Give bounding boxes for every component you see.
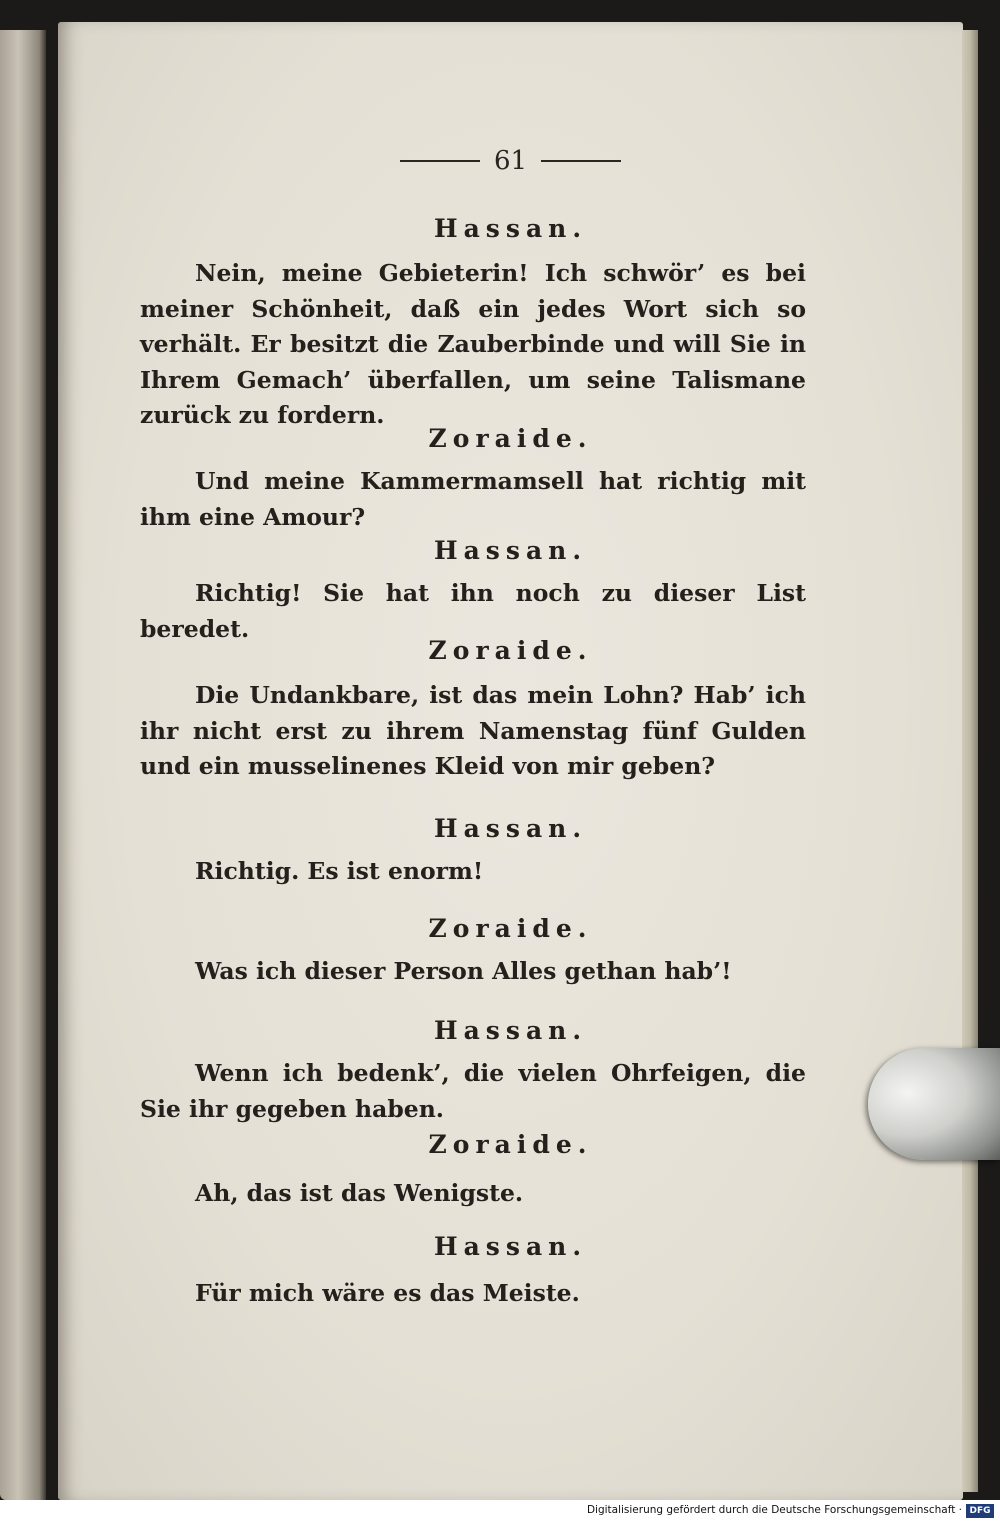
dialogue-text: Nein, meine Gebieterin! Ich schwör’ es bei meiner Schönheit, daß ein jedes Wort sich so verhält. Er besitzt die Zauberbinde und will Sie in Ihrem Gemach’ überfallen, um seine Talismane zurück zu fordern.: [140, 259, 806, 429]
speaker-name: Hassan.: [433, 1232, 588, 1261]
header-rule-right: [541, 160, 621, 162]
header-rule-left: [400, 160, 480, 162]
dialogue-text: Die Undankbare, ist das mein Lohn? Hab’ ich ihr nicht erst zu ihrem Namenstag fünf Gulden und ein musselinenes Kleid von mir geben?: [140, 681, 806, 780]
speaker-name: Zoraide.: [428, 636, 593, 665]
dialogue-block: [140, 256, 806, 434]
dialogue-block: [140, 464, 806, 535]
dialogue-text: Richtig! Sie hat ihn noch zu dieser List beredet.: [140, 579, 806, 643]
speaker-name: Zoraide.: [428, 914, 593, 943]
speaker-name: Hassan.: [433, 1016, 588, 1045]
dialogue-block: [140, 1056, 806, 1127]
dialogue-block: [140, 678, 806, 785]
digitization-footer: [0, 1500, 1000, 1523]
speaker-name: Hassan.: [433, 536, 588, 565]
dialogue-block: [140, 1276, 806, 1312]
dialogue-text: Was ich dieser Person Alles gethan hab’!: [195, 957, 732, 985]
speaker-name: Hassan.: [433, 214, 588, 243]
dialogue-text: Für mich wäre es das Meiste.: [195, 1279, 580, 1307]
dialogue-block: [140, 854, 806, 890]
dialogue-text: Wenn ich bedenk’, die vielen Ohrfeigen, die Sie ihr gegeben haben.: [140, 1059, 806, 1123]
facing-page-edge: [0, 30, 46, 1500]
dfg-logo-icon: DFG: [966, 1504, 994, 1518]
page-stack-edge: [962, 30, 978, 1492]
page-number: 61: [493, 146, 528, 176]
footer-credit: Digitalisierung gefördert durch die Deutsche Forschungsgemeinschaft ·: [586, 1504, 962, 1516]
page-clip: [868, 1048, 1000, 1160]
dialogue-text: Und meine Kammermamsell hat richtig mit ihm eine Amour?: [140, 467, 806, 531]
page-header: [58, 146, 963, 176]
dialogue-block: [140, 1176, 806, 1212]
speaker-name: Zoraide.: [428, 1130, 593, 1159]
dialogue-block: [140, 954, 806, 990]
speaker-name: Hassan.: [433, 814, 588, 843]
dialogue-text: Ah, das ist das Wenigste.: [195, 1179, 524, 1207]
dialogue-text: Richtig. Es ist enorm!: [195, 857, 484, 885]
speaker-name: Zoraide.: [428, 424, 593, 453]
